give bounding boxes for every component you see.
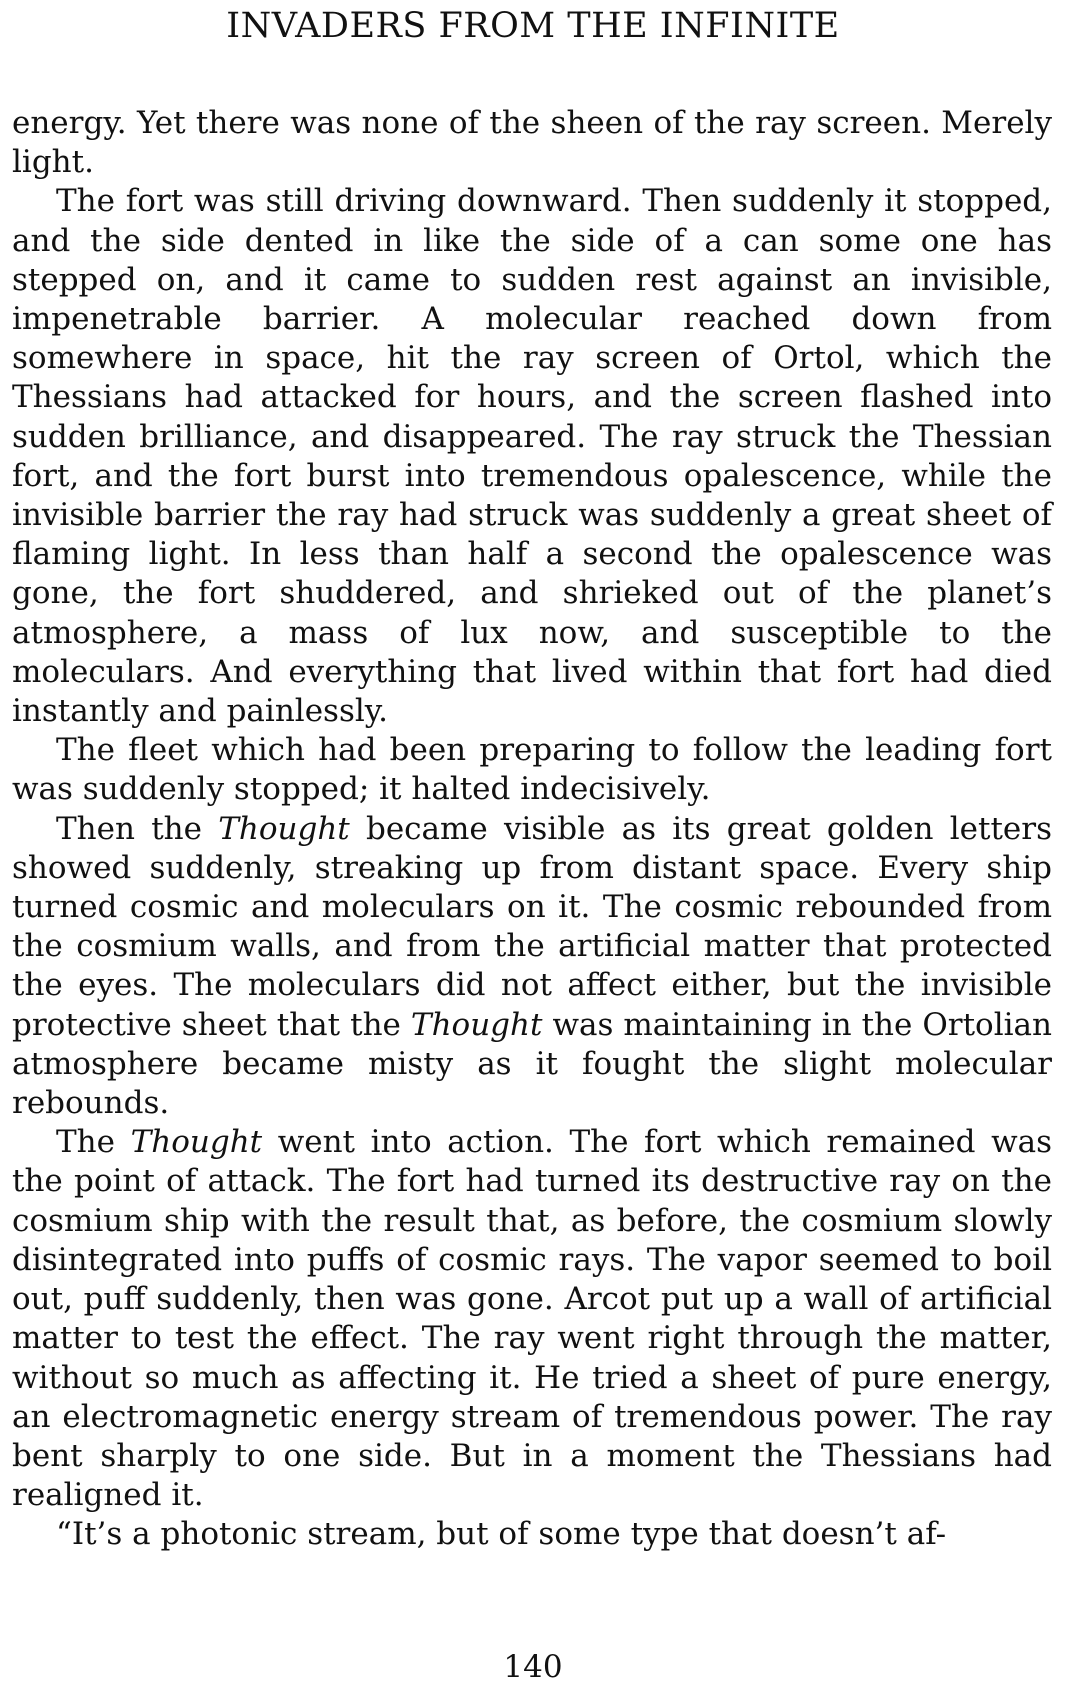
paragraph: [12, 1123, 1052, 1515]
text-run: “It’s a photonic stream, but of some type that doesn’t af-: [56, 1516, 947, 1553]
body-text: [12, 104, 1052, 1555]
running-head: INVADERS FROM THE INFINITE: [226, 6, 840, 46]
ship-name-italic: Thought: [218, 810, 350, 847]
text-run: became visible as its great golden letters showed suddenly, streaking up from distant space. Every ship turned cosmic and moleculars on it. The cosmic rebounded from the cosmium walls, and from the artificial matter that protected the eyes. The moleculars did not affect either, but the invisible protective sheet that the: [12, 810, 1052, 1043]
text-run: The: [56, 1124, 131, 1161]
paragraph: [12, 810, 1052, 1124]
ship-name-italic: Thought: [410, 1006, 543, 1043]
ship-name-italic: Thought: [130, 1124, 263, 1161]
text-run: energy. Yet there was none of the sheen of the ray screen. Merely light.: [12, 105, 1052, 181]
page-number: 140: [503, 1649, 563, 1685]
paragraph: [12, 731, 1052, 809]
text-run: The fort was still driving downward. Then suddenly it stopped, and the side dented in like the side of a can some one has stepped on, and it came to sudden rest against an invisible, impenetrable barrier. A molecular reached down from somewhere in space, hit the ray screen of Ortol, which the Thessians had attacked for hours, and the screen flashed into sudden brilliance, and disappeared. The ray struck the Thessian fort, and the fort burst into tremendous opalescence, while the invisible barrier the ray had struck was suddenly a great sheet of flaming light. In less than half a second the opalescence was gone, the fort shuddered, and shrieked out of the planet’s atmosphere, a mass of lux now, and susceptible to the moleculars. And everything that lived within that fort had died instantly and painlessly.: [12, 183, 1052, 730]
paragraph: [12, 182, 1052, 731]
paragraph: [12, 1515, 1052, 1554]
text-run: Then the: [56, 810, 219, 847]
text-run: went into action. The fort which remained was the point of attack. The fort had turned its destructive ray on the cosmium ship with the result that, as before, the cosmium slowly disintegrated into puffs of cosmic rays. The vapor seemed to boil out, puff suddenly, then was gone. Arcot put up a wall of artificial matter to test the effect. The ray went right through the matter, without so much as affecting it. He tried a sheet of pure energy, an electromagnetic energy stream of tremendous power. The ray bent sharply to one side. But in a moment the Thessians had realigned it.: [12, 1124, 1053, 1514]
text-run: The fleet which had been preparing to follow the leading fort was suddenly stopped; it halted indecisively.: [12, 732, 1052, 808]
paragraph: [12, 104, 1052, 182]
text-run: was maintaining in the Ortolian atmosphere became misty as it fought the slight molecular rebounds.: [12, 1006, 1052, 1122]
